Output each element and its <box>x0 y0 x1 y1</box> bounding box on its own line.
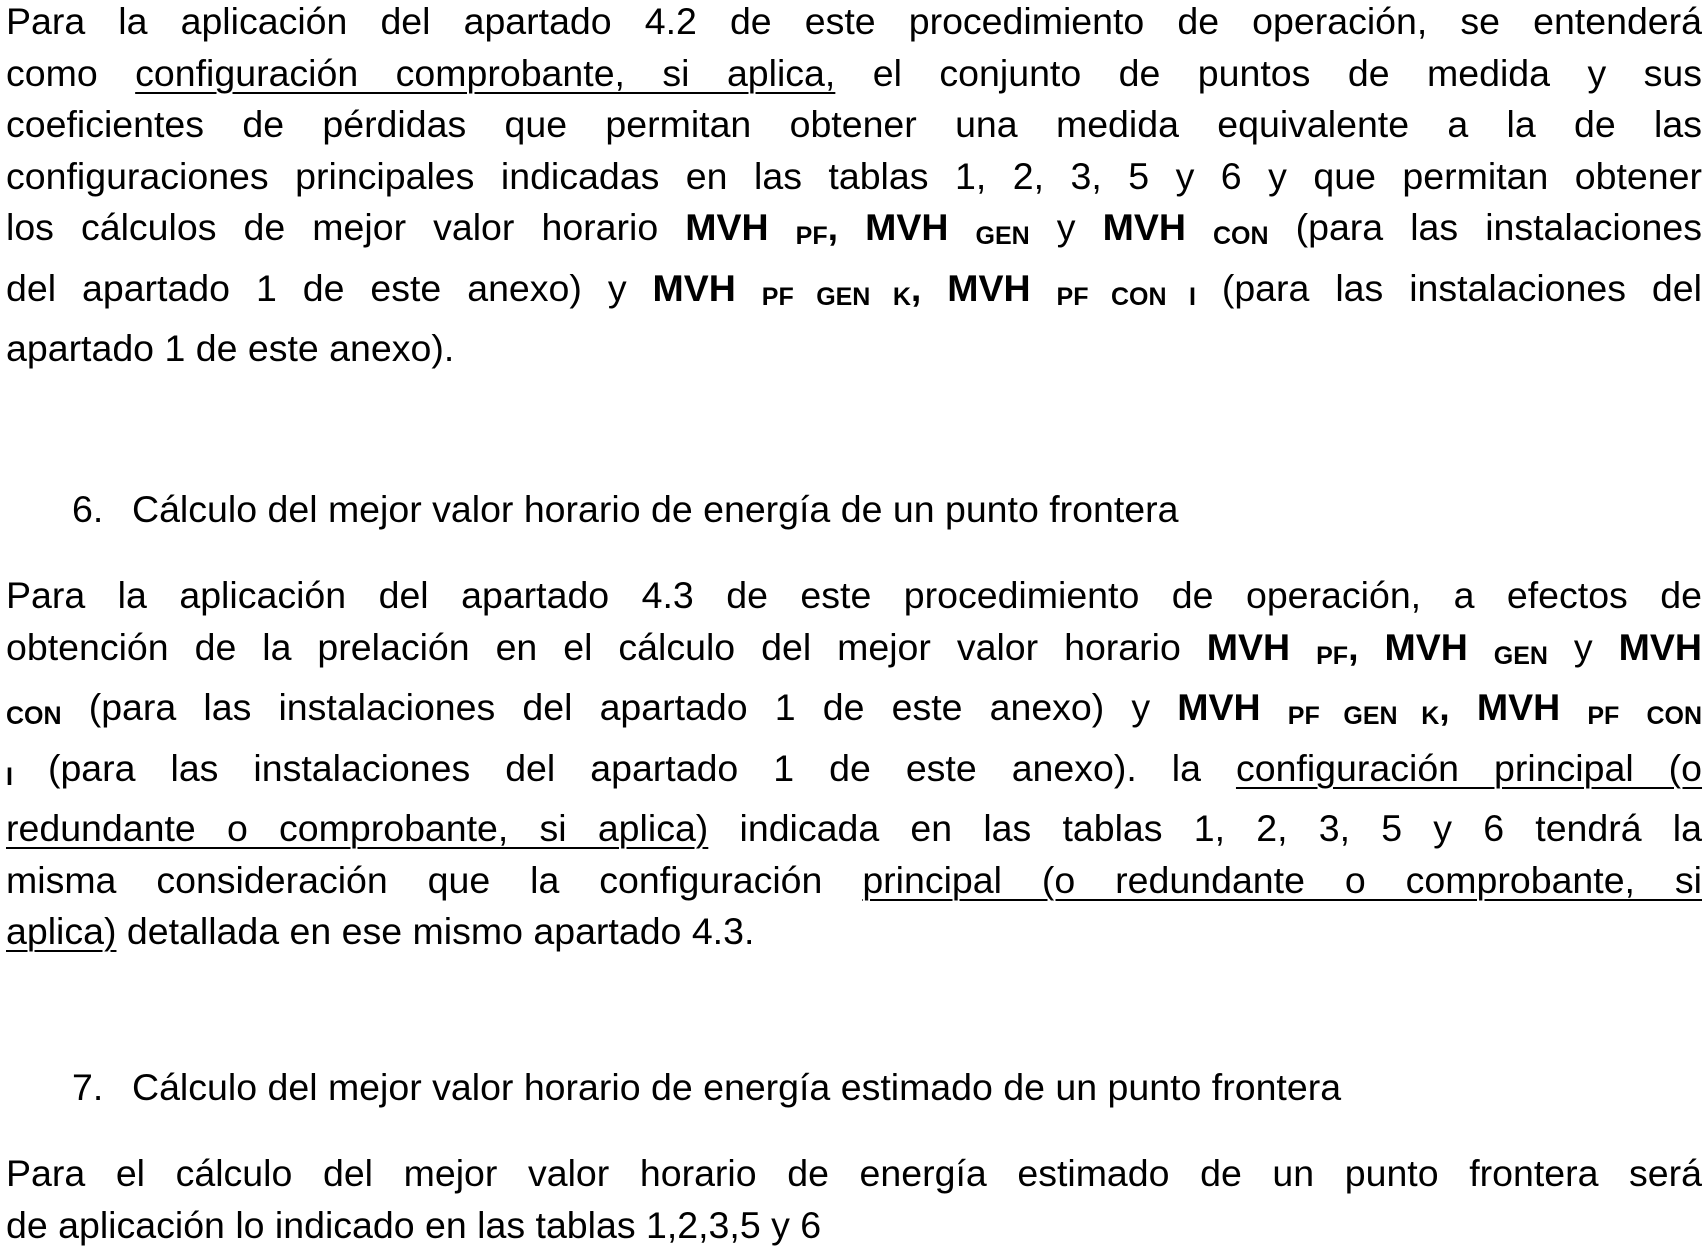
mvh-term: MVH PF GEN K, MVH PF CON <box>1177 686 1702 730</box>
mvh-subscript: CON <box>6 702 62 730</box>
text-line: I (para las instalaciones del apartado 1 de este anexo). la configuración principal (o <box>6 746 1703 791</box>
mvh-term: MVH PF, MVH GEN <box>1206 625 1548 670</box>
text-line: Para la aplicación del apartado 4.2 de este procedimiento de operación, se entenderá <box>6 0 1702 42</box>
underlined-term: configuración comprobante, si aplica, <box>135 51 836 94</box>
underlined-term: redundante o comprobante, si aplica) <box>6 807 709 849</box>
text-line: como configuración comprobante, si aplica, el conjunto de puntos de medida y sus <box>6 51 1702 94</box>
section-heading-6 <box>72 484 1178 536</box>
mvh-term: MVH PF, MVH GEN <box>685 206 1030 250</box>
text-line: coeficientes de pérdidas que permitan obtener una medida equivalente a la de las <box>6 103 1702 145</box>
mvh-term: MVH <box>1618 625 1702 668</box>
text-line: los cálculos de mejor valor horario MVH PF, MVH GEN y MVH CON (para las instalaciones <box>6 206 1703 250</box>
text-line: misma consideración que la configuración principal (o redundante o comprobante, si <box>6 858 1702 901</box>
text-line: Para la aplicación del apartado 4.3 de este procedimiento de operación, a efectos de <box>6 574 1702 616</box>
section-number: 7. <box>72 1066 104 1108</box>
section-title: Cálculo del mejor valor horario de energía de un punto frontera <box>132 488 1179 530</box>
text-line: aplica) detallada en ese mismo apartado 4.3. <box>6 910 755 952</box>
paragraph-configuracion-comprobante <box>6 0 1702 375</box>
underlined-term: configuración principal (o <box>1235 746 1703 789</box>
section-title: Cálculo del mejor valor horario de energía estimado de un punto frontera <box>132 1066 1342 1108</box>
text-line: Para el cálculo del mejor valor horario de energía estimado de un punto frontera será <box>6 1152 1702 1194</box>
underlined-term: principal (o redundante o comprobante, si <box>862 858 1702 901</box>
text-line: configuraciones principales indicadas en las tablas 1, 2, 3, 5 y 6 y que permitan obtener <box>6 154 1702 197</box>
mvh-term: MVH PF GEN K, MVH PF CON I <box>652 266 1196 311</box>
underlined-term: aplica) <box>6 910 117 952</box>
text-line: de aplicación lo indicado en las tablas 1,2,3,5 y 6 <box>6 1203 822 1246</box>
text-line: apartado 1 de este anexo). <box>6 327 455 369</box>
mvh-term: MVH CON <box>1102 206 1269 250</box>
text-line: redundante o comprobante, si aplica) indicada en las tablas 1, 2, 3, 5 y 6 tendrá la <box>6 807 1702 849</box>
mvh-subscript: I <box>6 762 13 791</box>
section-number: 6. <box>72 488 104 530</box>
paragraph-prelacion <box>6 570 1702 958</box>
text-line: obtención de la prelación en el cálculo del mejor valor horario MVH PF, MVH GEN y MVH <box>6 625 1702 670</box>
section-heading-7 <box>72 1062 1341 1114</box>
text-line: del apartado 1 de este anexo) y MVH PF GEN K, MVH PF CON I (para las instalaciones del <box>6 266 1702 311</box>
paragraph-estimado <box>6 1148 1702 1251</box>
text-line: CON (para las instalaciones del apartado 1 de este anexo) y MVH PF GEN K, MVH PF CON <box>6 686 1702 730</box>
